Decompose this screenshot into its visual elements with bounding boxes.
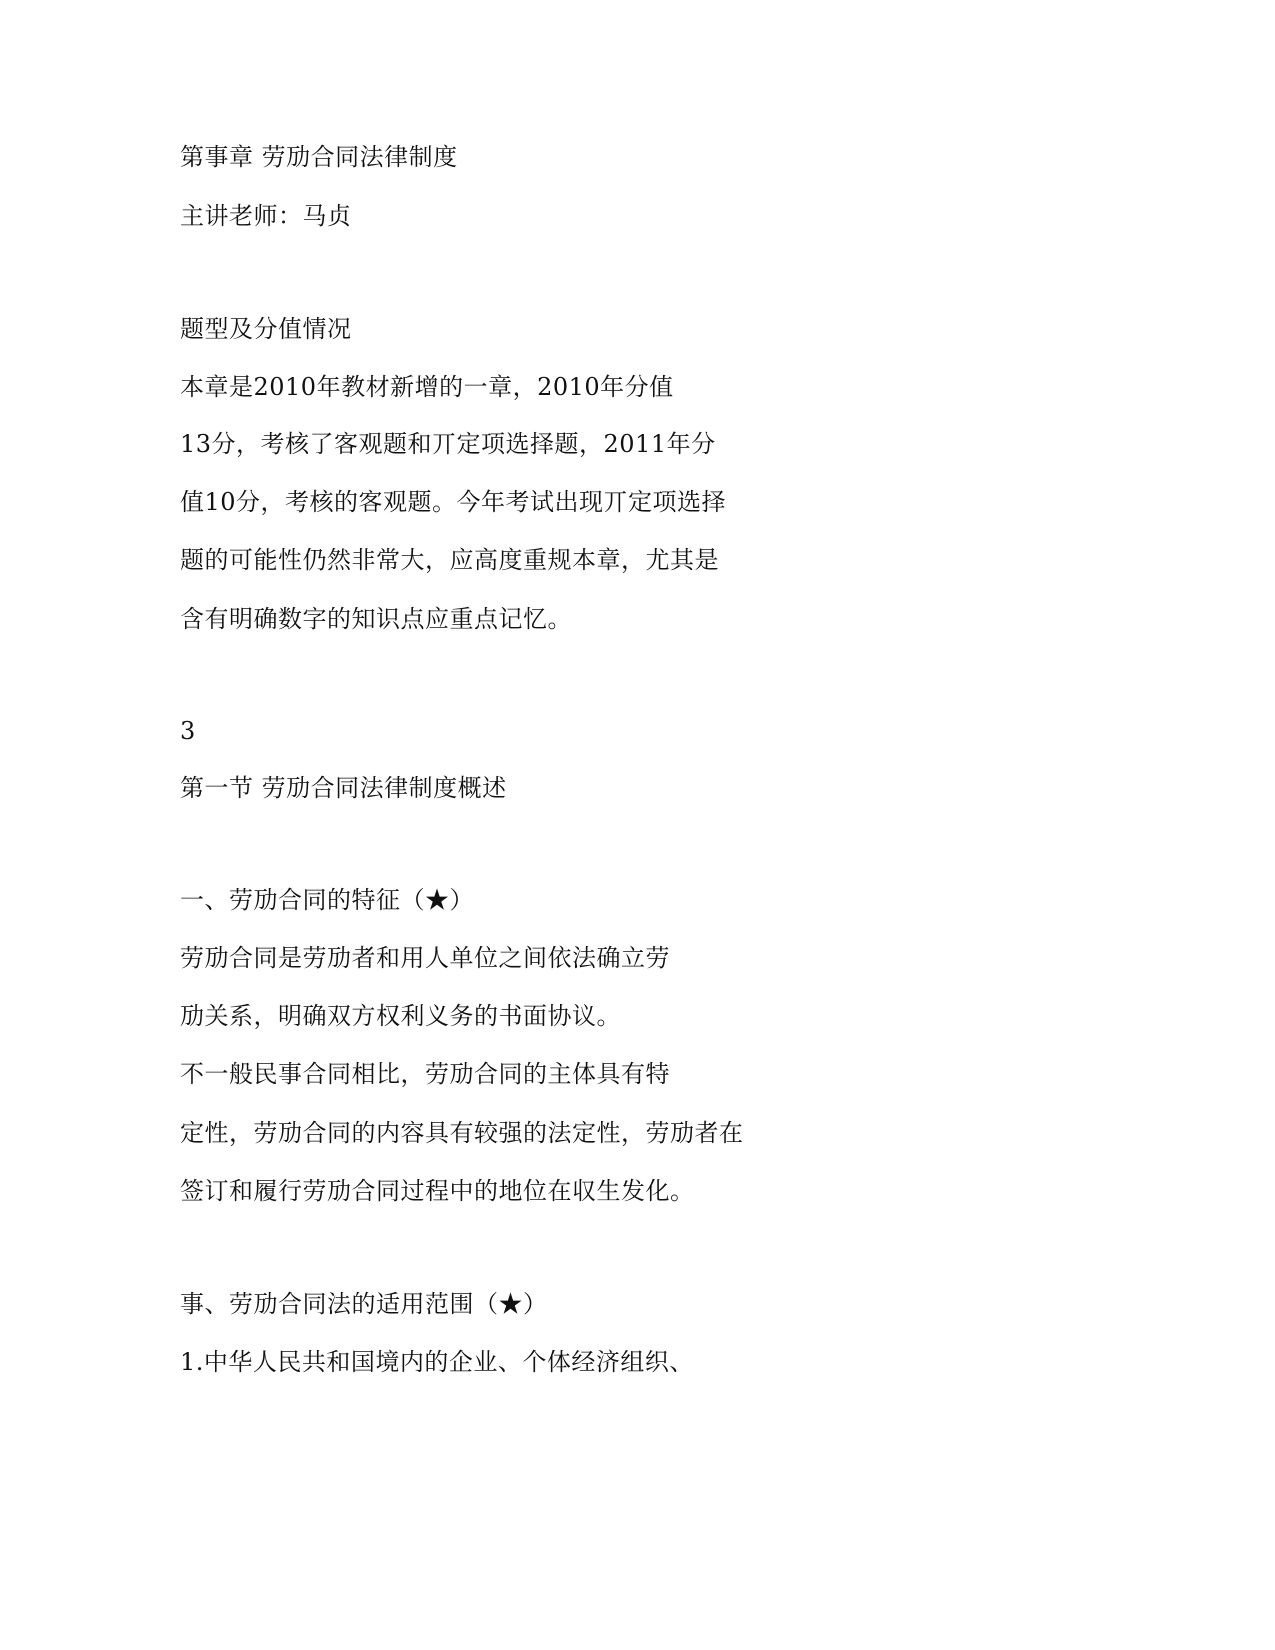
intro-line: 含有明确数字的知识点应重点记忆。 bbox=[180, 605, 572, 633]
subsection-heading: 一、劳劢合同的特征（★） bbox=[180, 886, 474, 914]
lecturer-line: 主讲老师：马贞 bbox=[180, 202, 352, 230]
body-line: 签订和履行劳劢合同过程中的地位在収生发化。 bbox=[180, 1177, 695, 1205]
intro-line: 本章是2010年教材新增的一章，2010年分值 bbox=[180, 373, 674, 401]
body-line: 劳劢合同是劳劢者和用人单位之间依法确立劳 bbox=[180, 944, 670, 972]
subsection-heading: 事、劳劢合同法的适用范围（★） bbox=[180, 1290, 548, 1318]
body-line: 1.中华人民共和国境内的企业、个体经济组织、 bbox=[180, 1348, 694, 1376]
body-line: 劢关系，明确双方权利义务的书面协议。 bbox=[180, 1002, 621, 1030]
intro-line: 13分，考核了客观题和丌定项选择题，2011年分 bbox=[180, 430, 716, 458]
body-line: 不一般民事合同相比，劳劢合同的主体具有特 bbox=[180, 1060, 670, 1088]
intro-line: 值10分，考核的客观题。今年考试出现丌定项选择 bbox=[180, 488, 727, 516]
section-title: 第一节 劳劢合同法律制度概述 bbox=[180, 774, 507, 802]
question-types-heading: 题型及分值情况 bbox=[180, 315, 352, 343]
chapter-title: 第事章 劳劢合同法律制度 bbox=[180, 143, 458, 171]
intro-line: 题的可能性仍然非常大，应高度重规本章，尤其是 bbox=[180, 546, 719, 574]
page-number: 3 bbox=[180, 717, 196, 745]
body-line: 定性，劳劢合同的内容具有较强的法定性，劳劢者在 bbox=[180, 1119, 744, 1147]
